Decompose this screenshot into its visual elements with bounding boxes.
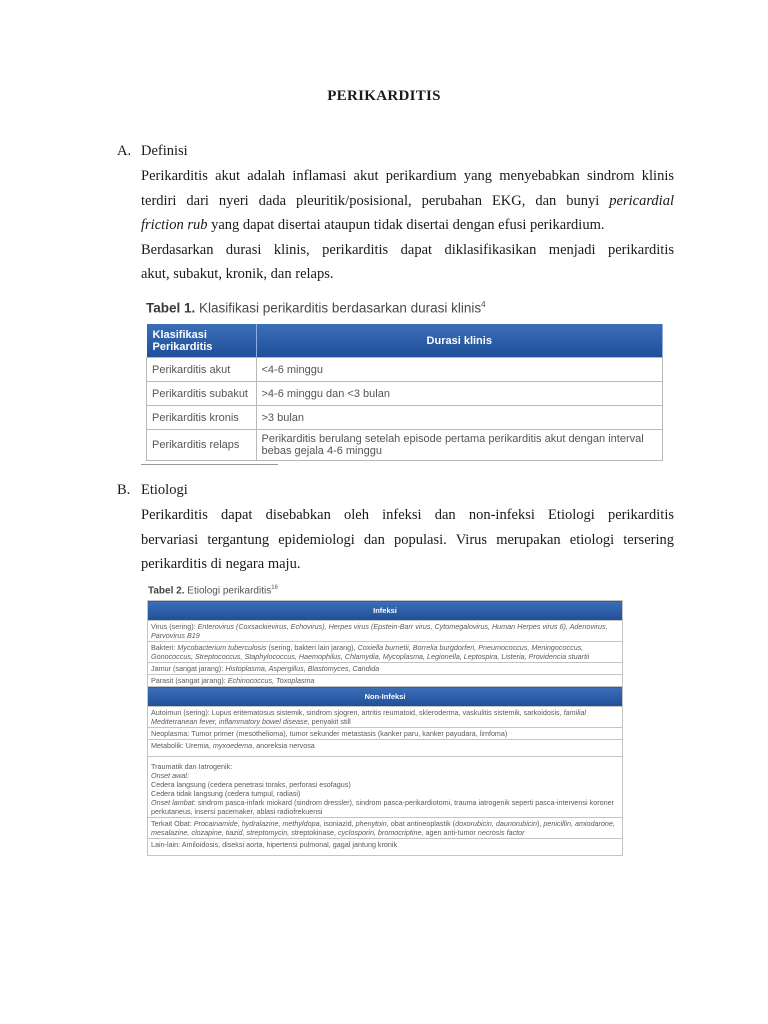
- table-row: [148, 757, 623, 818]
- definition-line-2: terdiri dari nyeri dada pleuritik/posisional, perubahan EKG, dan bunyi pericardial: [141, 192, 674, 209]
- table-header-cell: Klasifikasi Perikarditis: [147, 324, 257, 358]
- obat-cell: Terkait Obat: Procainamide, hydralazine, methyldopa, isoniazid, phenytoin, obat antineoplastik (doxorubicin, daunorubicin), penicillin, amiodarone, mesalazine, clozapine, tiazid, streptomycin, streptokinase, cyclosporin, bromocriptine, agen anti-tumor necrosis factor: [148, 818, 623, 839]
- etiology-paragraph: [141, 503, 674, 577]
- etiology-line-1: Perikarditis dapat disebabkan oleh infeksi dan non-infeksi Etiologi perikarditis: [141, 507, 674, 523]
- table-header-cell: Durasi klinis: [256, 324, 663, 358]
- autoimun-cell: Autoimun (sering): Lupus eritematosus sistemik, sindrom sjogren, artritis reumatoid, skleroderma, vaskulitis sistemik, sarkoidosis, familial Mediterranean fever, inflammatory bowel disease, penyakit still: [148, 707, 623, 728]
- table2-caption: Tabel 2. Etiologi perikarditis$^{16}$: [148, 585, 278, 597]
- footnote-divider: [141, 464, 278, 465]
- table-cell: >4-6 minggu dan <3 bulan: [256, 382, 663, 406]
- table-cell: <4-6 minggu: [256, 358, 663, 382]
- table-header-row: [147, 324, 663, 358]
- etiology-line-3: perikarditis di negara maju.: [141, 556, 301, 572]
- etiology-table: [147, 600, 623, 856]
- noninfeksi-header: Non-Infeksi: [148, 687, 623, 707]
- infeksi-header: Infeksi: [148, 601, 623, 621]
- table-row: [148, 675, 623, 687]
- neoplasma-cell: Neoplasma: Tumor primer (mesothelioma), tumor sekunder metastasis (kanker paru, kanker payudara, limfoma): [148, 728, 623, 740]
- jamur-cell: Jamur (sangat jarang): Histoplasma, Aspergillus, Blastomyces, Candida: [148, 663, 623, 675]
- table-cell: >3 bulan: [256, 406, 663, 430]
- table-cell: Perikarditis kronis: [147, 406, 257, 430]
- trauma-cell: Traumatik dan Iatrogenik: Onset awal: Cedera langsung (cedera penetrasi toraks, perforasi esofagus) Cedera tidak langsung (cedera tumpul, radiasi) Onset lambat: sindrom pasca-infark miokard (sindrom dressler), sindrom pasca-perikardiotomi, trauma iatrogenik seperti pasca-intervensi koroner perkutaneus, insersi pacemaker, ablasi radiofrekuensi: [148, 757, 623, 818]
- table-section-header: [148, 601, 623, 621]
- table-row: [147, 382, 663, 406]
- table-row: [148, 818, 623, 839]
- page-title: PERIKARDITIS: [327, 88, 441, 104]
- table-row: [148, 728, 623, 740]
- table-cell: Perikarditis subakut: [147, 382, 257, 406]
- classification-table: [146, 324, 663, 461]
- table-row: [148, 621, 623, 642]
- table-row: [148, 839, 623, 856]
- table1-caption: Tabel 1. Klasifikasi perikarditis berdasarkan durasi klinis$^4$: [146, 300, 486, 316]
- table-row: [147, 358, 663, 382]
- section-b-letter: B.: [117, 482, 131, 498]
- section-b-title: Etiologi: [141, 482, 188, 498]
- classification-line-2: akut, subakut, kronik, dan relaps.: [141, 266, 334, 282]
- definition-line-1: Perikarditis akut adalah inflamasi akut perikardium yang menyebabkan sindrom klinis: [141, 168, 674, 184]
- table-row: [148, 740, 623, 757]
- etiology-line-2: bervariasi tergantung epidemiologi dan populasi. Virus merupakan etiologi tersering: [141, 531, 674, 548]
- classification-line-1: Berdasarkan durasi klinis, perikarditis dapat diklasifikasikan menjadi perikarditis: [141, 241, 674, 258]
- metabolik-cell: Metabolik: Uremia, myxoedema, anoreksia nervosa: [148, 740, 623, 757]
- table-row: [148, 642, 623, 663]
- parasit-cell: Parasit (sangat jarang): Echinococcus, Toxoplasma: [148, 675, 623, 687]
- virus-cell: Virus (sering): Enterovirus (Coxsackievirus, Echovirus), Herpes virus (Epstein-Barr virus, Cytomegalovirus, Human Herpes virus 6), Adenovirus, Parvovirus B19: [148, 621, 623, 642]
- table-row: [147, 430, 663, 461]
- table-section-header: [148, 687, 623, 707]
- table-row: [147, 406, 663, 430]
- section-b-heading: [117, 482, 188, 499]
- table-cell: Perikarditis berulang setelah episode pertama perikarditis akut dengan interval bebas gejala 4-6 minggu: [256, 430, 663, 461]
- table-cell: Perikarditis relaps: [147, 430, 257, 461]
- lain-cell: Lain-lain: Amiloidosis, diseksi aorta, hipertensi pulmonal, gagal jantung kronik: [148, 839, 623, 856]
- table-row: [148, 663, 623, 675]
- table-row: [148, 707, 623, 728]
- table-cell: Perikarditis akut: [147, 358, 257, 382]
- section-a-title: Definisi: [141, 143, 188, 159]
- section-a-heading: [117, 143, 188, 160]
- section-a-letter: A.: [117, 143, 132, 159]
- bakteri-cell: Bakteri: Mycobacterium tuberculosis (sering, bakteri lain jarang), Coxiella burnetii, Borrelia burgdorferi, Pneumococcus, Meningococcus, Gonococcus, Streptococcus, Staphylococcus, Haemophilus, Chlamydia, Mycoplasma, Legionella, Leptospira, Listeria, Providencia stuartii: [148, 642, 623, 663]
- definition-paragraph: [141, 164, 674, 287]
- definition-line-3: friction rub yang dapat disertai ataupun tidak disertai dengan efusi perikardium.: [141, 217, 605, 233]
